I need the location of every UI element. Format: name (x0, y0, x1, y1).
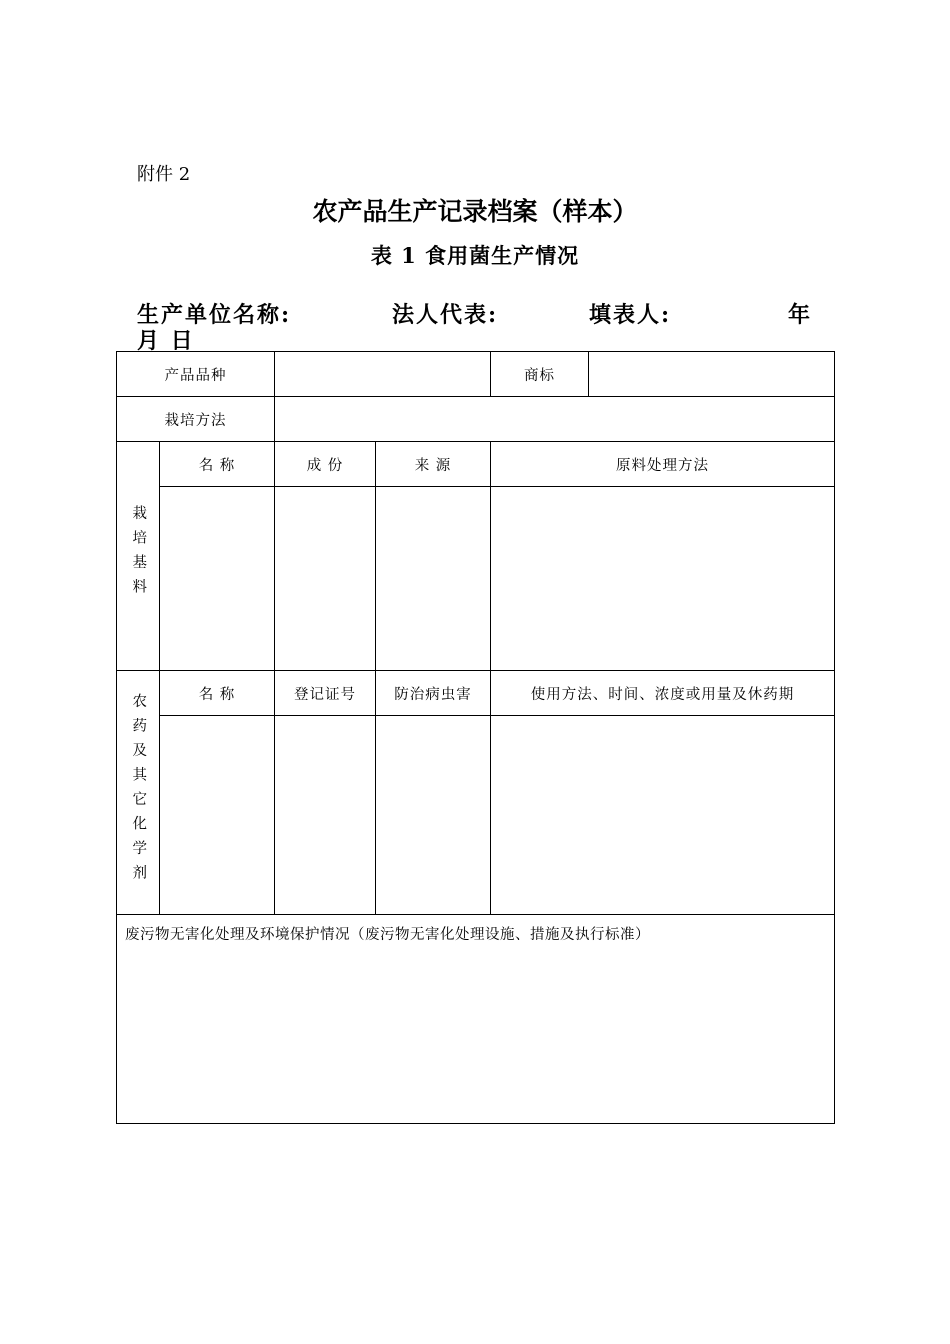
year-label: 年 (788, 302, 813, 328)
cultivation-method-label: 栽培方法 (117, 397, 275, 442)
substrate-source-field[interactable] (376, 487, 491, 671)
substrate-processing-field[interactable] (491, 487, 835, 671)
product-variety-field[interactable] (275, 352, 491, 397)
substrate-col-name: 名 称 (160, 442, 275, 487)
production-record-table (116, 351, 835, 1124)
substrate-name-field[interactable] (160, 487, 275, 671)
pesticide-col-target: 防治病虫害 (376, 671, 491, 716)
legal-representative-label: 法人代表: (392, 302, 499, 328)
cultivation-method-field[interactable] (275, 397, 835, 442)
product-variety-label: 产品品种 (117, 352, 275, 397)
substrate-composition-field[interactable] (275, 487, 376, 671)
waste-treatment-cell[interactable] (117, 915, 835, 1124)
substrate-section (117, 442, 160, 671)
pesticide-usage-field[interactable] (491, 716, 835, 915)
attachment-label: 附件 2 (137, 164, 191, 185)
trademark-label: 商标 (491, 352, 589, 397)
trademark-field[interactable] (589, 352, 835, 397)
substrate-col-composition: 成 份 (275, 442, 376, 487)
unit-name-label: 生产单位名称: (137, 302, 292, 328)
table-subtitle: 表 1 食用菌生产情况 (370, 243, 580, 268)
waste-treatment-label: 废污物无害化处理及环境保护情况（废污物无害化处理设施、措施及执行标准） (125, 927, 650, 943)
pesticide-name-field[interactable] (160, 716, 275, 915)
document-title: 农产品生产记录档案（样本） (312, 197, 638, 226)
pesticide-label: 农药及其它化学剂 (130, 692, 147, 889)
substrate-col-processing: 原料处理方法 (491, 442, 835, 487)
form-filler-label: 填表人: (589, 302, 672, 328)
pesticide-col-name: 名 称 (160, 671, 275, 716)
substrate-label: 栽培基料 (130, 505, 147, 603)
month-day-label: 月 日 (137, 328, 195, 354)
pesticide-registration-field[interactable] (275, 716, 376, 915)
pesticide-target-field[interactable] (376, 716, 491, 915)
substrate-col-source: 来 源 (376, 442, 491, 487)
pesticide-col-usage: 使用方法、时间、浓度或用量及休药期 (491, 671, 835, 716)
pesticide-col-registration: 登记证号 (275, 671, 376, 716)
pesticide-section (117, 671, 160, 915)
